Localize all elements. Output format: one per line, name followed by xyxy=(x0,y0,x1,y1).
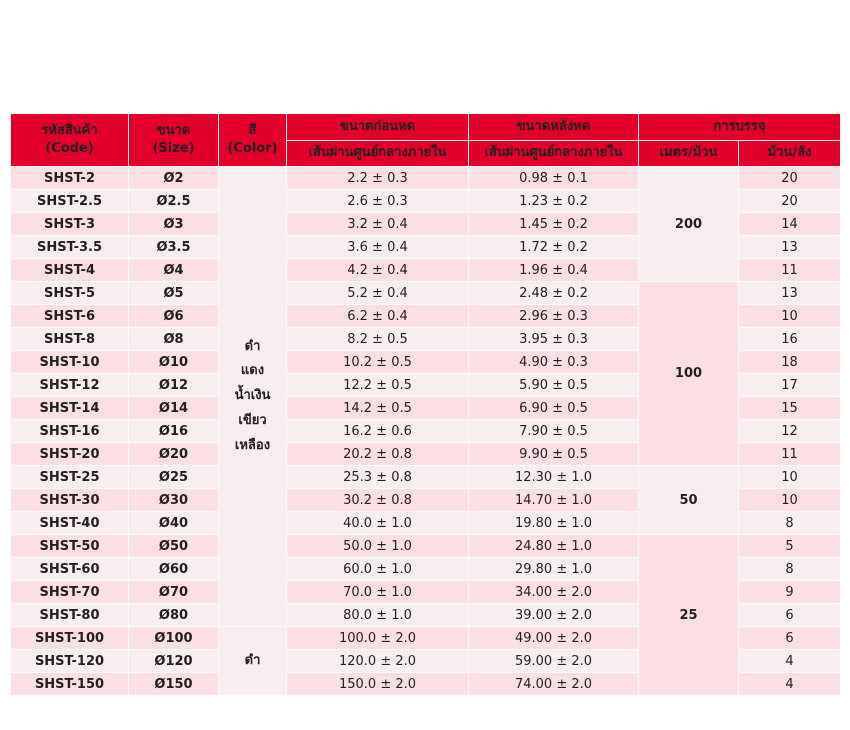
cell-product-code: SHST-4 xyxy=(11,259,129,282)
cell-product-code: SHST-80 xyxy=(11,604,129,627)
header-row-1 xyxy=(11,114,841,141)
cell-product-code: SHST-3 xyxy=(11,213,129,236)
cell-product-code: SHST-20 xyxy=(11,443,129,466)
cell-product-code: SHST-16 xyxy=(11,420,129,443)
color-option: เหลือง xyxy=(234,437,271,453)
cell-after-shrink-dia: 12.30 ± 1.0 xyxy=(469,466,639,489)
cell-before-shrink-dia: 25.3 ± 0.8 xyxy=(287,466,469,489)
cell-rolls-per-carton: 12 xyxy=(739,420,841,443)
cell-rolls-per-carton: 13 xyxy=(739,236,841,259)
cell-before-shrink-dia: 5.2 ± 0.4 xyxy=(287,282,469,305)
header-after-inner-dia: เส้นผ่านศูนย์กลางภายใน xyxy=(469,140,639,167)
cell-before-shrink-dia: 80.0 ± 1.0 xyxy=(287,604,469,627)
cell-before-shrink-dia: 3.6 ± 0.4 xyxy=(287,236,469,259)
cell-size: Ø3 xyxy=(129,213,219,236)
header-size-en: (Size) xyxy=(152,141,195,156)
cell-before-shrink-dia: 30.2 ± 0.8 xyxy=(287,489,469,512)
cell-size: Ø60 xyxy=(129,558,219,581)
cell-size: Ø12 xyxy=(129,374,219,397)
cell-size: Ø2.5 xyxy=(129,190,219,213)
cell-rolls-per-carton: 10 xyxy=(739,466,841,489)
header-size xyxy=(129,114,219,167)
cell-size: Ø150 xyxy=(129,673,219,696)
cell-rolls-per-carton: 13 xyxy=(739,282,841,305)
cell-size: Ø50 xyxy=(129,535,219,558)
cell-before-shrink-dia: 8.2 ± 0.5 xyxy=(287,328,469,351)
cell-product-code: SHST-120 xyxy=(11,650,129,673)
cell-before-shrink-dia: 60.0 ± 1.0 xyxy=(287,558,469,581)
cell-rolls-per-carton: 9 xyxy=(739,581,841,604)
cell-size: Ø70 xyxy=(129,581,219,604)
header-rolls-per-carton: ม้วน/ลัง xyxy=(739,140,841,167)
cell-after-shrink-dia: 19.80 ± 1.0 xyxy=(469,512,639,535)
header-color-th: สี xyxy=(248,123,257,139)
cell-rolls-per-carton: 15 xyxy=(739,397,841,420)
cell-product-code: SHST-100 xyxy=(11,627,129,650)
cell-after-shrink-dia: 14.70 ± 1.0 xyxy=(469,489,639,512)
cell-product-code: SHST-2.5 xyxy=(11,190,129,213)
cell-before-shrink-dia: 70.0 ± 1.0 xyxy=(287,581,469,604)
cell-rolls-per-carton: 10 xyxy=(739,305,841,328)
cell-size: Ø3.5 xyxy=(129,236,219,259)
cell-product-code: SHST-2 xyxy=(11,167,129,190)
cell-before-shrink-dia: 14.2 ± 0.5 xyxy=(287,397,469,420)
cell-before-shrink-dia: 2.6 ± 0.3 xyxy=(287,190,469,213)
cell-product-code: SHST-3.5 xyxy=(11,236,129,259)
cell-before-shrink-dia: 10.2 ± 0.5 xyxy=(287,351,469,374)
cell-after-shrink-dia: 59.00 ± 2.0 xyxy=(469,650,639,673)
cell-size: Ø5 xyxy=(129,282,219,305)
cell-product-code: SHST-12 xyxy=(11,374,129,397)
table-row xyxy=(11,466,841,489)
header-color-en: (Color) xyxy=(227,141,278,156)
cell-meters-per-roll: 50 xyxy=(639,466,739,535)
cell-size: Ø8 xyxy=(129,328,219,351)
cell-after-shrink-dia: 3.95 ± 0.3 xyxy=(469,328,639,351)
cell-after-shrink-dia: 24.80 ± 1.0 xyxy=(469,535,639,558)
cell-rolls-per-carton: 10 xyxy=(739,489,841,512)
cell-after-shrink-dia: 2.48 ± 0.2 xyxy=(469,282,639,305)
cell-before-shrink-dia: 3.2 ± 0.4 xyxy=(287,213,469,236)
header-code-th: รหัสสินค้า xyxy=(41,123,98,139)
cell-before-shrink-dia: 120.0 ± 2.0 xyxy=(287,650,469,673)
cell-meters-per-roll: 200 xyxy=(639,167,739,282)
table-body xyxy=(11,167,841,696)
header-before-shrink: ขนาดก่อนหด xyxy=(287,114,469,141)
cell-rolls-per-carton: 5 xyxy=(739,535,841,558)
cell-rolls-per-carton: 4 xyxy=(739,650,841,673)
cell-size: Ø16 xyxy=(129,420,219,443)
header-packing: การบรรจุ xyxy=(639,114,841,141)
cell-size: Ø80 xyxy=(129,604,219,627)
cell-rolls-per-carton: 11 xyxy=(739,259,841,282)
cell-before-shrink-dia: 2.2 ± 0.3 xyxy=(287,167,469,190)
cell-rolls-per-carton: 17 xyxy=(739,374,841,397)
cell-size: Ø14 xyxy=(129,397,219,420)
cell-before-shrink-dia: 100.0 ± 2.0 xyxy=(287,627,469,650)
cell-rolls-per-carton: 18 xyxy=(739,351,841,374)
cell-before-shrink-dia: 12.2 ± 0.5 xyxy=(287,374,469,397)
cell-after-shrink-dia: 1.23 ± 0.2 xyxy=(469,190,639,213)
cell-product-code: SHST-8 xyxy=(11,328,129,351)
table-row xyxy=(11,535,841,558)
cell-rolls-per-carton: 4 xyxy=(739,673,841,696)
cell-size: Ø6 xyxy=(129,305,219,328)
header-after-shrink: ขนาดหลังหด xyxy=(469,114,639,141)
cell-meters-per-roll: 100 xyxy=(639,282,739,466)
color-option: ดำ xyxy=(244,338,261,354)
cell-rolls-per-carton: 8 xyxy=(739,558,841,581)
cell-rolls-per-carton: 6 xyxy=(739,604,841,627)
cell-after-shrink-dia: 5.90 ± 0.5 xyxy=(469,374,639,397)
cell-before-shrink-dia: 150.0 ± 2.0 xyxy=(287,673,469,696)
cell-before-shrink-dia: 6.2 ± 0.4 xyxy=(287,305,469,328)
header-code-en: (Code) xyxy=(45,141,94,156)
cell-product-code: SHST-40 xyxy=(11,512,129,535)
cell-product-code: SHST-10 xyxy=(11,351,129,374)
header-before-inner-dia: เส้นผ่านศูนย์กลางภายใน xyxy=(287,140,469,167)
product-spec-table xyxy=(10,113,841,696)
cell-size: Ø100 xyxy=(129,627,219,650)
cell-after-shrink-dia: 39.00 ± 2.0 xyxy=(469,604,639,627)
cell-size: Ø120 xyxy=(129,650,219,673)
cell-rolls-per-carton: 14 xyxy=(739,213,841,236)
cell-size: Ø2 xyxy=(129,167,219,190)
cell-before-shrink-dia: 50.0 ± 1.0 xyxy=(287,535,469,558)
cell-product-code: SHST-5 xyxy=(11,282,129,305)
cell-product-code: SHST-6 xyxy=(11,305,129,328)
cell-after-shrink-dia: 7.90 ± 0.5 xyxy=(469,420,639,443)
cell-after-shrink-dia: 1.96 ± 0.4 xyxy=(469,259,639,282)
cell-product-code: SHST-60 xyxy=(11,558,129,581)
cell-size: Ø25 xyxy=(129,466,219,489)
cell-rolls-per-carton: 20 xyxy=(739,190,841,213)
cell-after-shrink-dia: 2.96 ± 0.3 xyxy=(469,305,639,328)
cell-rolls-per-carton: 11 xyxy=(739,443,841,466)
cell-product-code: SHST-70 xyxy=(11,581,129,604)
cell-before-shrink-dia: 20.2 ± 0.8 xyxy=(287,443,469,466)
cell-before-shrink-dia: 16.2 ± 0.6 xyxy=(287,420,469,443)
cell-product-code: SHST-14 xyxy=(11,397,129,420)
cell-before-shrink-dia: 4.2 ± 0.4 xyxy=(287,259,469,282)
cell-before-shrink-dia: 40.0 ± 1.0 xyxy=(287,512,469,535)
cell-rolls-per-carton: 8 xyxy=(739,512,841,535)
table-row xyxy=(11,282,841,305)
cell-product-code: SHST-30 xyxy=(11,489,129,512)
cell-after-shrink-dia: 6.90 ± 0.5 xyxy=(469,397,639,420)
header-meters-per-roll: เมตร/ม้วน xyxy=(639,140,739,167)
cell-size: Ø10 xyxy=(129,351,219,374)
cell-product-code: SHST-150 xyxy=(11,673,129,696)
cell-colors-main xyxy=(219,167,287,627)
cell-size: Ø20 xyxy=(129,443,219,466)
cell-meters-per-roll: 25 xyxy=(639,535,739,696)
cell-after-shrink-dia: 1.72 ± 0.2 xyxy=(469,236,639,259)
cell-rolls-per-carton: 16 xyxy=(739,328,841,351)
cell-after-shrink-dia: 0.98 ± 0.1 xyxy=(469,167,639,190)
header-color xyxy=(219,114,287,167)
cell-after-shrink-dia: 29.80 ± 1.0 xyxy=(469,558,639,581)
table-header xyxy=(11,114,841,167)
cell-after-shrink-dia: 49.00 ± 2.0 xyxy=(469,627,639,650)
color-option: แดง xyxy=(240,363,265,379)
cell-after-shrink-dia: 1.45 ± 0.2 xyxy=(469,213,639,236)
color-option: น้ำเงิน xyxy=(234,388,271,404)
cell-size: Ø40 xyxy=(129,512,219,535)
cell-colors-bottom: ดำ xyxy=(219,627,287,696)
cell-rolls-per-carton: 20 xyxy=(739,167,841,190)
header-size-th: ขนาด xyxy=(156,123,191,139)
cell-size: Ø30 xyxy=(129,489,219,512)
color-option: เขียว xyxy=(238,412,267,428)
cell-after-shrink-dia: 4.90 ± 0.3 xyxy=(469,351,639,374)
cell-product-code: SHST-25 xyxy=(11,466,129,489)
cell-after-shrink-dia: 74.00 ± 2.0 xyxy=(469,673,639,696)
cell-rolls-per-carton: 6 xyxy=(739,627,841,650)
header-code xyxy=(11,114,129,167)
table-row xyxy=(11,167,841,190)
cell-after-shrink-dia: 34.00 ± 2.0 xyxy=(469,581,639,604)
cell-size: Ø4 xyxy=(129,259,219,282)
cell-after-shrink-dia: 9.90 ± 0.5 xyxy=(469,443,639,466)
cell-product-code: SHST-50 xyxy=(11,535,129,558)
